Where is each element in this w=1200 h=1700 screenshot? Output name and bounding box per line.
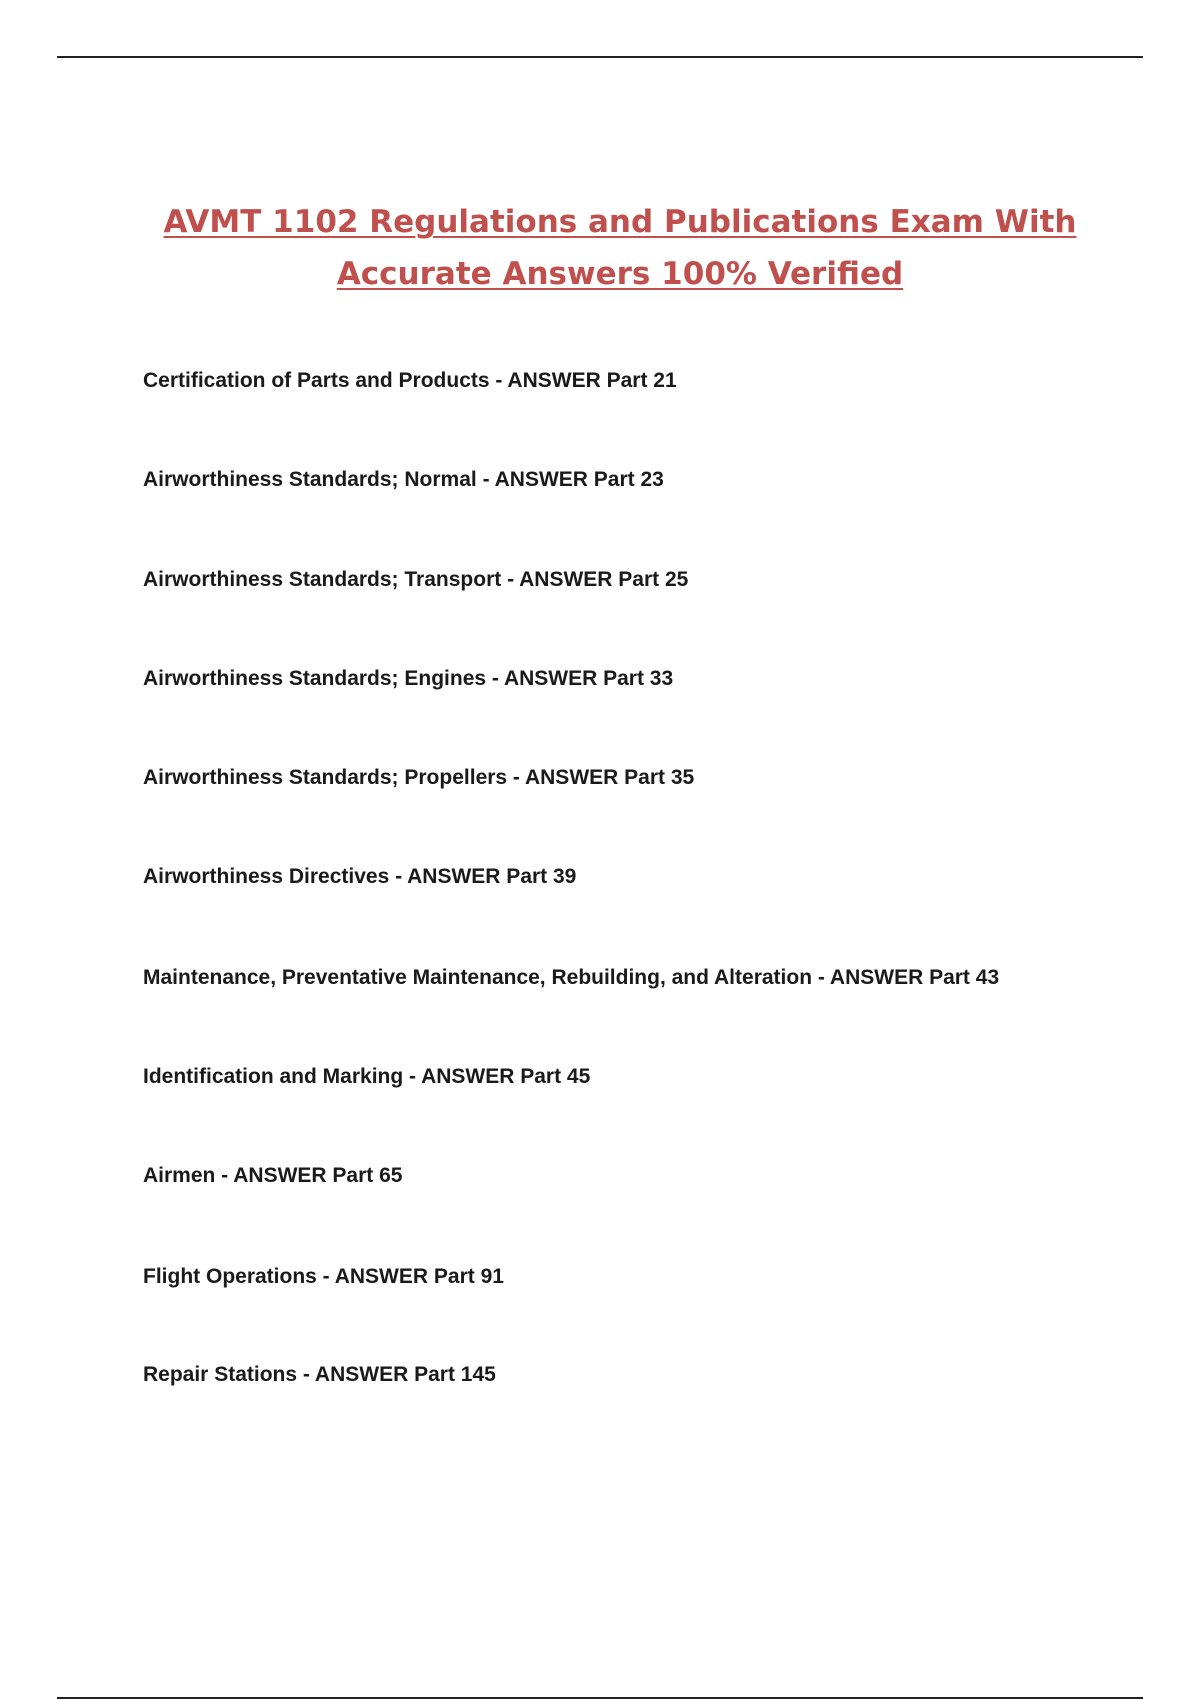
qa-item-part-91: Flight Operations - ANSWER Part 91 (143, 1265, 504, 1288)
document-title (60, 196, 1180, 300)
qa-item-part-45: Identification and Marking - ANSWER Part 45 (143, 1065, 591, 1088)
qa-item-part-33: Airworthiness Standards; Engines - ANSWER Part 33 (143, 667, 674, 690)
document-title-line-2: Accurate Answers 100% Verified (336, 256, 904, 292)
qa-item-part-39: Airworthiness Directives - ANSWER Part 39 (143, 865, 577, 888)
document-title-line-1: AVMT 1102 Regulations and Publications Exam With (163, 204, 1077, 240)
qa-item-part-43: Maintenance, Preventative Maintenance, Rebuilding, and Alteration - ANSWER Part 43 (143, 966, 1000, 989)
qa-item-part-23: Airworthiness Standards; Normal - ANSWER Part 23 (143, 468, 664, 491)
qa-item-part-21: Certification of Parts and Products - ANSWER Part 21 (143, 369, 677, 392)
top-rule (57, 56, 1143, 58)
qa-item-part-65: Airmen - ANSWER Part 65 (143, 1164, 403, 1187)
qa-item-part-145: Repair Stations - ANSWER Part 145 (143, 1363, 496, 1386)
bottom-rule (57, 1697, 1143, 1699)
qa-item-part-35: Airworthiness Standards; Propellers - ANSWER Part 35 (143, 766, 695, 789)
qa-item-part-25: Airworthiness Standards; Transport - ANSWER Part 25 (143, 568, 689, 591)
